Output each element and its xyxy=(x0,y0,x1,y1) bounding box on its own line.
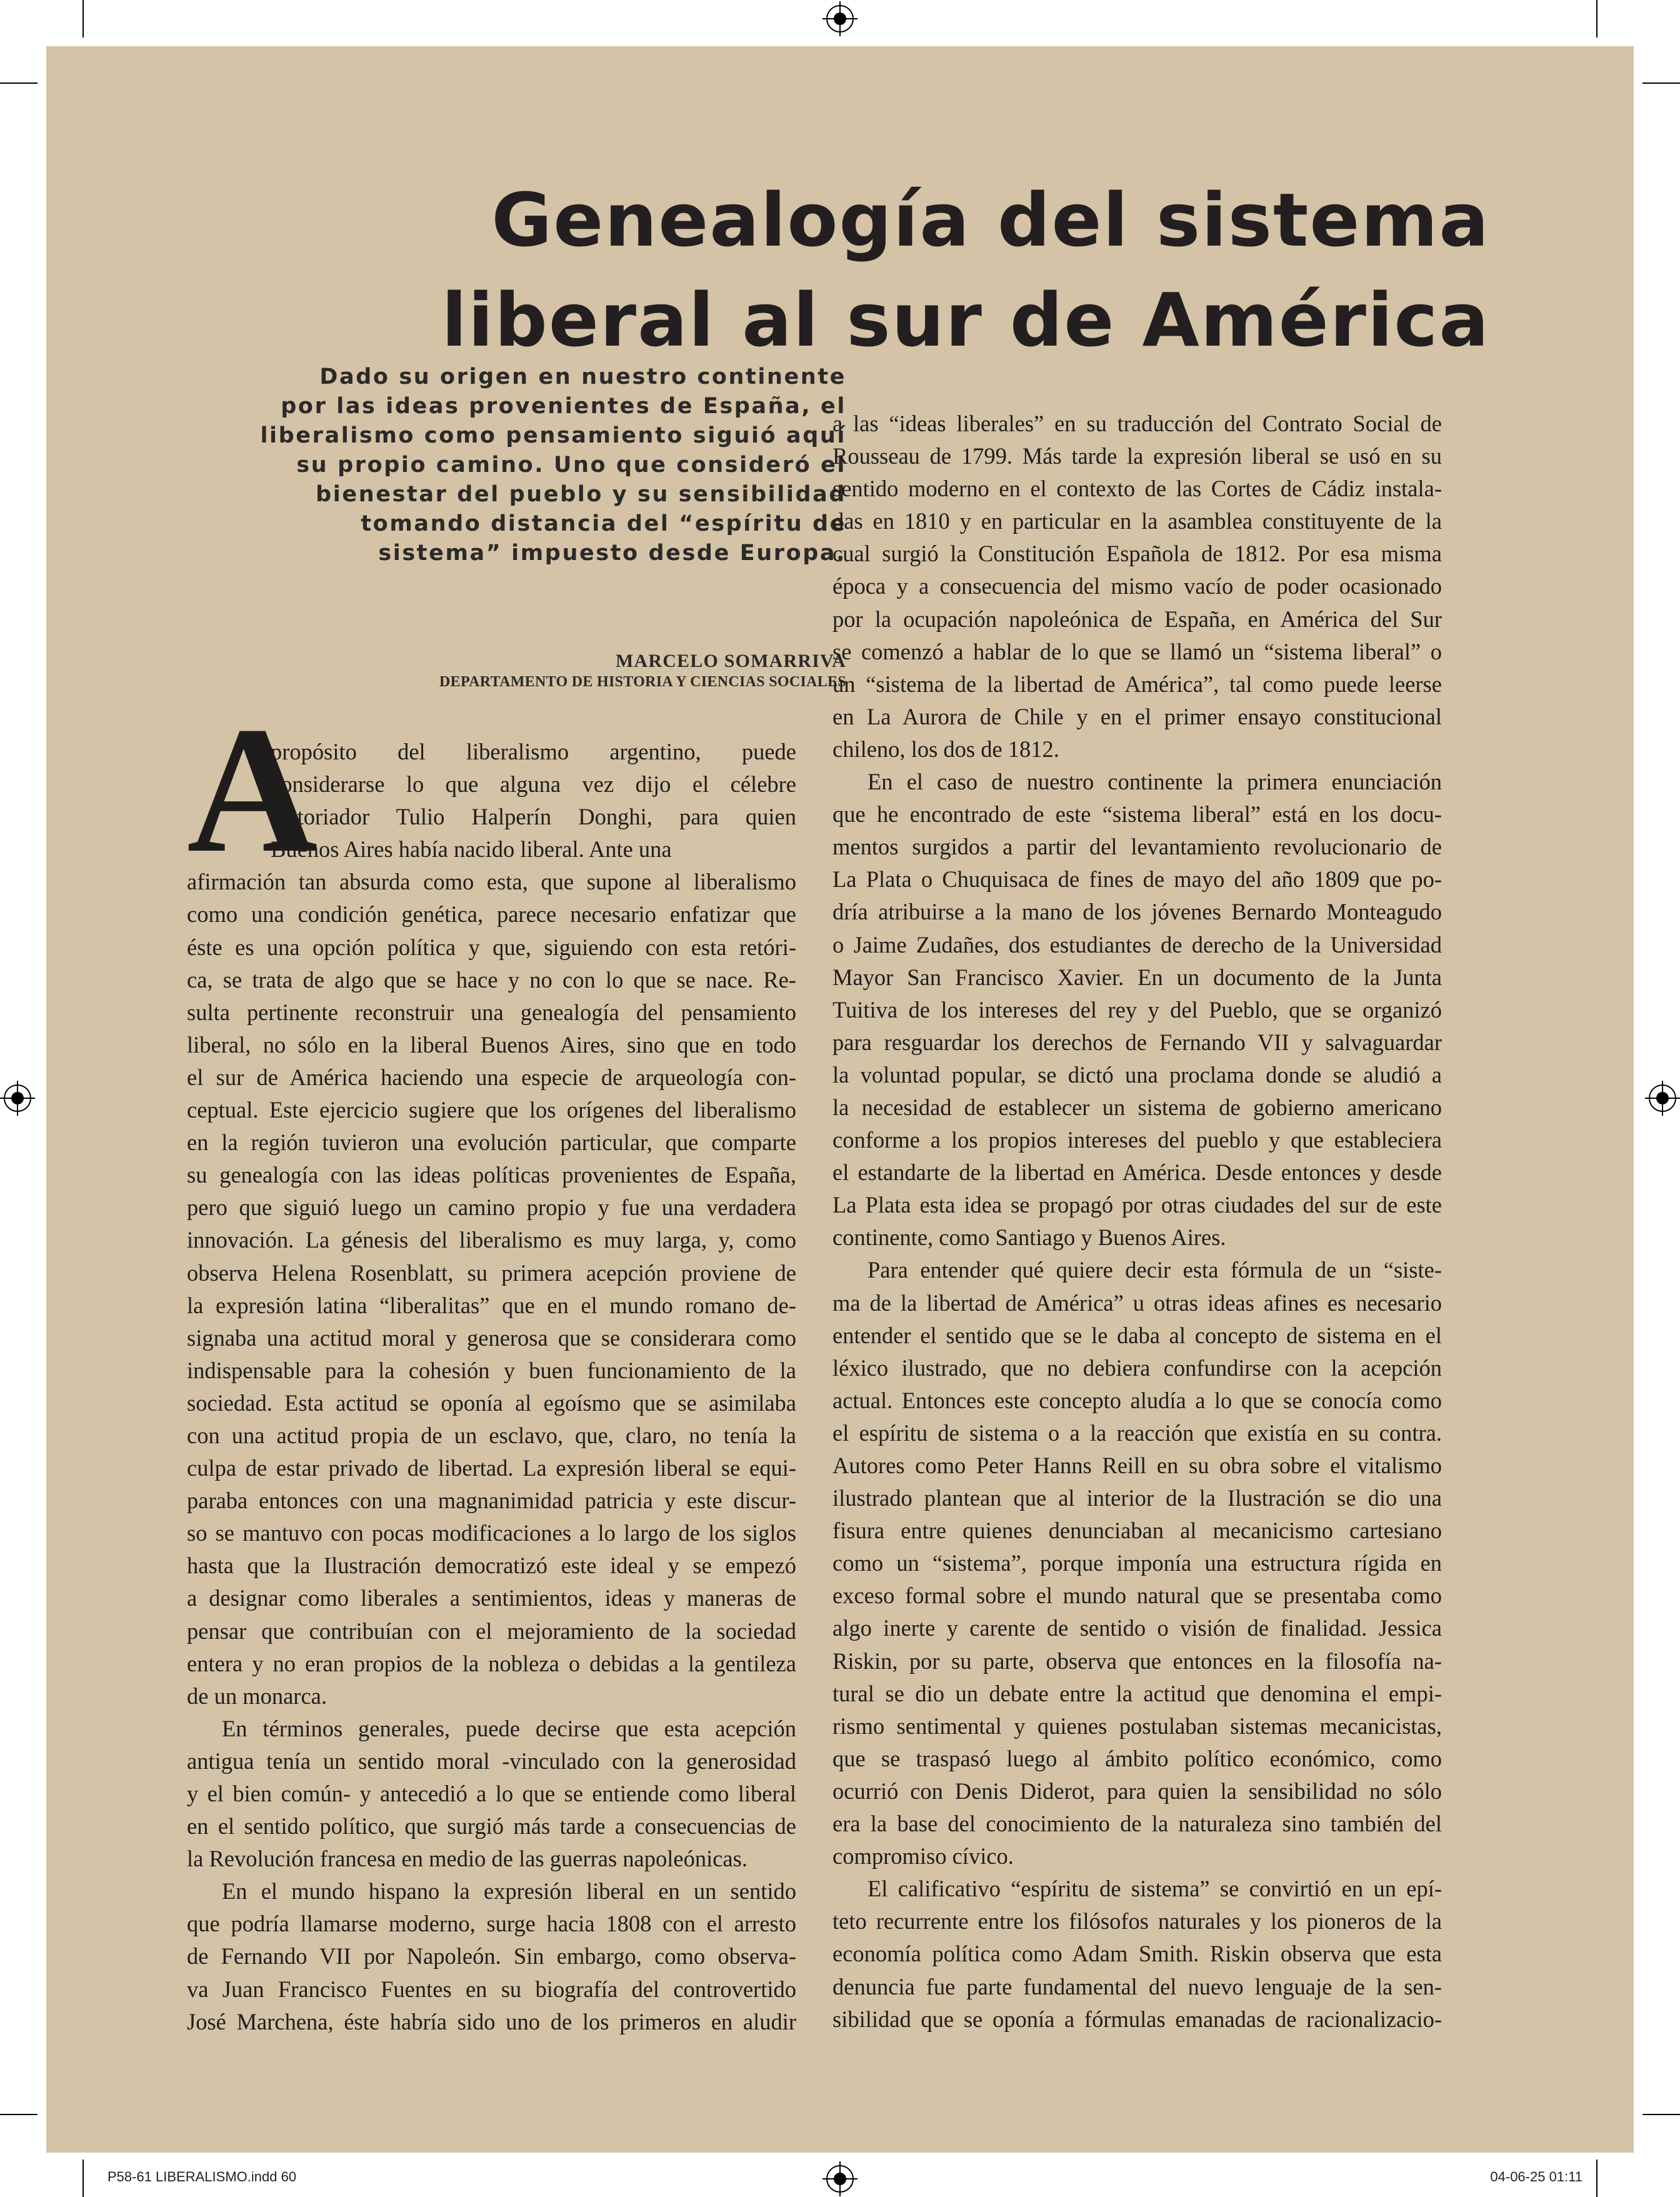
text-line: mentos surgidos a partir del levantamiento revolucionario de xyxy=(832,834,1442,860)
text-line: época y a consecuencia del mismo vacío de poder ocasionado xyxy=(832,573,1442,599)
author-department: DEPARTAMENTO DE HISTORIA Y CIENCIAS SOCIALES xyxy=(439,674,846,690)
text-line: se comenzó a hablar de lo que se llamó un “sistema liberal” o xyxy=(832,638,1442,664)
paragraph xyxy=(832,408,1442,766)
text-line: Para entender qué quiere decir esta fórmula de un “siste- xyxy=(868,1257,1442,1283)
registration-mark-icon xyxy=(4,1084,31,1112)
text-line: innovación. La génesis del liberalismo es muy larga, y, como xyxy=(187,1227,796,1253)
text-line: la expresión latina “liberalitas” que en el mundo romano de- xyxy=(187,1292,796,1318)
text-line: la voluntad popular, se dictó una proclama donde se aludió a xyxy=(832,1061,1442,1088)
text-line: entender el sentido que se le daba al concepto de sistema en el xyxy=(832,1322,1442,1348)
crop-mark xyxy=(82,0,84,38)
registration-mark-icon xyxy=(826,2165,854,2193)
text-line: historiador Tulio Halperín Donghi, para quien xyxy=(271,804,796,830)
text-line: actual. Entonces este concepto aludía a lo que se conocía como xyxy=(832,1387,1442,1413)
text-line: entera y no eran propios de la nobleza o debidas a la gentileza xyxy=(187,1650,796,1676)
text-line: Buenos Aires había nacido liberal. Ante una xyxy=(271,836,672,863)
lead-line: bienestar del pueblo y su sensibilidad xyxy=(316,482,846,507)
byline xyxy=(159,650,846,691)
text-line: considerarse lo que alguna vez dijo el célebre xyxy=(271,771,796,798)
text-line: por la ocupación napoleónica de España, en América del Sur xyxy=(832,606,1442,632)
text-line: pensar que contribuían con el mejoramiento de la sociedad xyxy=(187,1618,796,1644)
text-line: chileno, los dos de 1812. xyxy=(832,736,1059,762)
text-line: la necesidad de establecer un sistema de gobierno americano xyxy=(832,1094,1442,1120)
text-line: teto recurrente entre los filósofos naturales y los pioneros de la xyxy=(832,1908,1442,1934)
text-line: en La Aurora de Chile y en el primer ensayo constitucional xyxy=(832,703,1442,729)
registration-mark-icon xyxy=(1649,1084,1676,1112)
text-line: el sur de América haciendo una especie de arqueología con- xyxy=(187,1064,796,1090)
text-line: ocurrió con Denis Diderot, para quien la sensibilidad no sólo xyxy=(832,1778,1442,1804)
text-line: va Juan Francisco Fuentes en su biografía del controvertido xyxy=(187,1976,796,2002)
text-line: En el mundo hispano la expresión liberal en un sentido xyxy=(222,1878,796,1904)
text-line: conforme a los propios intereses del pueblo y que estableciera xyxy=(832,1127,1442,1153)
text-line: liberal, no sólo en la liberal Buenos Aires, sino que en todo xyxy=(187,1031,796,1058)
crop-mark xyxy=(1642,2114,1680,2115)
crop-mark xyxy=(82,2159,84,2197)
text-line: y el bien común- y antecedió a lo que se entiende como liberal xyxy=(187,1781,796,1806)
text-line: en el sentido político, que surgió más tarde a consecuencias de xyxy=(187,1813,796,1839)
text-line: afirmación tan absurda como esta, que supone al liberalismo xyxy=(187,869,796,895)
paragraph xyxy=(187,736,796,866)
text-line: fisura entre quienes denunciaban al mecanicismo cartesiano xyxy=(832,1518,1442,1544)
text-line: tural se dio un debate entre la actitud que denomina el empi- xyxy=(832,1680,1442,1706)
text-line: en la región tuvieron una evolución particular, que comparte xyxy=(187,1129,796,1156)
text-line: ilustrado plantean que al interior de la Ilustración se dio una xyxy=(832,1485,1442,1511)
text-line: un “sistema de la libertad de América”, tal como puede leerse xyxy=(832,671,1442,697)
lead-line: su propio camino. Uno que consideró el xyxy=(296,453,846,478)
text-line: Autores como Peter Hanns Reill en su obra sobre el vitalismo xyxy=(832,1453,1442,1478)
text-line: con una actitud propia de un esclavo, que, claro, no tenía la xyxy=(187,1422,796,1448)
text-line: signaba una actitud moral y generosa que se considerara como xyxy=(187,1324,796,1351)
paragraph xyxy=(187,1713,796,1875)
text-line: a las “ideas liberales” en su traducción del Contrato Social de xyxy=(832,411,1442,436)
text-line: culpa de estar privado de libertad. La expresión liberal se equi- xyxy=(187,1455,796,1481)
text-line: pero que siguió luego un camino propio y fue una verdadera xyxy=(187,1194,796,1221)
text-line: rismo sentimental y quienes postulaban sistemas mecanicistas, xyxy=(832,1713,1442,1739)
text-line: léxico ilustrado, que no debiera confundirse con la acepción xyxy=(832,1354,1442,1381)
crop-mark xyxy=(0,83,38,84)
text-line: era la base del conocimiento de la naturaleza sino también del xyxy=(832,1811,1442,1837)
text-line: que se traspasó luego al ámbito político económico, como xyxy=(832,1745,1442,1771)
text-line: Riskin, por su parte, observa que entonces en la filosofía na- xyxy=(832,1648,1442,1674)
text-line: de Fernando VII por Napoleón. Sin embargo, como observa- xyxy=(187,1943,796,1969)
lead-line: por las ideas provenientes de España, el xyxy=(281,394,846,419)
text-line: éste es una opción política y que, siguiendo con esta retóri- xyxy=(187,934,796,960)
lead-line: sistema” impuesto desde Europa. xyxy=(378,541,846,566)
crop-mark xyxy=(1642,83,1680,84)
title-line: Genealogía del sistema xyxy=(491,177,1490,263)
paragraph xyxy=(832,1254,1442,1873)
author-name: MARCELO SOMARRIVA xyxy=(615,651,846,671)
text-line: compromiso cívico. xyxy=(832,1843,1014,1869)
text-line: observa Helena Rosenblatt, su primera acepción proviene de xyxy=(187,1259,796,1286)
text-line: como un “sistema”, porque imponía una estructura rígida en xyxy=(832,1550,1442,1576)
text-line: antigua tenía un sentido moral -vinculado con la generosidad xyxy=(187,1748,796,1774)
text-line: sentido moderno en el contexto de las Cortes de Cádiz instala- xyxy=(832,476,1442,502)
crop-mark xyxy=(1596,2159,1598,2197)
text-line: paraba entonces con una magnanimidad patricia y este discur- xyxy=(187,1488,796,1514)
text-line: para resguardar los derechos de Fernando VII y salvaguardar xyxy=(832,1029,1442,1055)
text-line: Tuitiva de los intereses del rey y del Pueblo, que se organizó xyxy=(832,996,1442,1023)
text-line: Mayor San Francisco Xavier. En un documento de la Junta xyxy=(832,964,1442,990)
text-line: el espíritu de sistema o a la reacción que existía en su contra. xyxy=(832,1419,1442,1446)
paragraph xyxy=(832,1873,1442,2035)
text-line: cual surgió la Constitución Española de 1812. Por esa misma xyxy=(832,541,1442,567)
text-line: En el caso de nuestro continente la primera enunciación xyxy=(868,769,1442,795)
text-line: En términos generales, puede decirse que esta acepción xyxy=(222,1715,796,1741)
paragraph xyxy=(187,1875,796,2038)
text-line: La Plata o Chuquisaca de fines de mayo del año 1809 que po- xyxy=(832,866,1442,893)
text-line: ca, se trata de algo que se hace y no con lo que se nace. Re- xyxy=(187,966,796,993)
article-lead xyxy=(159,363,846,568)
article-title xyxy=(359,170,1490,370)
text-line: la Revolución francesa en medio de las guerras napoleónicas. xyxy=(187,1846,748,1872)
text-line: ceptual. Este ejercicio sugiere que los orígenes del liberalismo xyxy=(187,1097,796,1123)
text-line: exceso formal sobre el mundo natural que se presentaba como xyxy=(832,1583,1442,1609)
text-line: que podría llamarse moderno, surge hacia 1808 con el arresto xyxy=(187,1911,796,1937)
article-page xyxy=(46,46,1634,2153)
text-line: dría atribuirse a la mano de los jóvenes Bernardo Monteagudo xyxy=(832,899,1442,925)
slug-date: 04-06-25 01:11 xyxy=(1490,2169,1582,2184)
body-column-right xyxy=(832,408,1442,2036)
text-line: continente, como Santiago y Buenos Aires. xyxy=(832,1224,1226,1251)
lead-line: Dado su origen en nuestro continente xyxy=(319,364,846,389)
text-line: sibilidad que se oponía a fórmulas emanadas de racionalizacio- xyxy=(832,2006,1442,2032)
text-line: algo inerte y carente de sentido o visión de finalidad. Jessica xyxy=(832,1615,1442,1641)
text-line: economía política como Adam Smith. Riskin observa que esta xyxy=(832,1941,1442,1967)
text-line: o Jaime Zudañes, dos estudiantes de derecho de la Universidad xyxy=(832,931,1442,958)
text-line: sulta pertinente reconstruir una genealogía del pensamiento xyxy=(187,999,796,1025)
registration-mark-icon xyxy=(826,5,854,33)
text-line: que he encontrado de este “sistema liberal” está en los docu- xyxy=(832,801,1442,828)
text-line: de un monarca. xyxy=(187,1683,327,1709)
title-line: liberal al sur de América xyxy=(441,277,1490,363)
crop-mark xyxy=(1596,0,1598,38)
text-line: sociedad. Esta actitud se oponía al egoísmo que se asimilaba xyxy=(187,1389,796,1416)
lead-line: tomando distancia del “espíritu de xyxy=(361,511,846,536)
lead-line: liberalismo como pensamiento siguió aquí xyxy=(260,423,846,448)
text-line: so se mantuvo con pocas modificaciones a lo largo de los siglos xyxy=(187,1520,796,1546)
paragraph xyxy=(832,766,1442,1254)
crop-mark xyxy=(0,2114,38,2115)
text-line: ma de la libertad de América” u otras ideas afines es necesario xyxy=(832,1289,1442,1316)
text-line: indispensable para la cohesión y buen funcionamiento de la xyxy=(187,1357,796,1383)
text-line: José Marchena, éste habría sido uno de los primeros en aludir xyxy=(187,2008,796,2034)
paragraph xyxy=(187,866,796,1712)
text-line: denuncia fue parte fundamental del nuevo lenguaje de la sen- xyxy=(832,1973,1442,1999)
body-column-left xyxy=(187,736,796,2038)
text-line: El calificativo “espíritu de sistema” se convirtió en un epí- xyxy=(868,1876,1442,1902)
text-line: a designar como liberales a sentimientos, ideas y maneras de xyxy=(187,1585,796,1611)
text-line: como una condición genética, parece necesario enfatizar que xyxy=(187,901,796,928)
text-line: su genealogía con las ideas políticas provenientes de España, xyxy=(187,1162,796,1188)
text-line: el estandarte de la libertad en América. Desde entonces y desde xyxy=(832,1159,1442,1186)
text-line: das en 1810 y en particular en la asamblea constituyente de la xyxy=(832,508,1442,534)
text-line: propósito del liberalismo argentino, puede xyxy=(271,739,796,764)
text-line: hasta que la Ilustración democratizó este ideal y se empezó xyxy=(187,1553,796,1579)
slug-filename: P58-61 LIBERALISMO.indd 60 xyxy=(108,2169,297,2184)
text-line: Rousseau de 1799. Más tarde la expresión liberal se usó en su xyxy=(832,443,1442,469)
text-line: La Plata esta idea se propagó por otras ciudades del sur de este xyxy=(832,1192,1442,1218)
drop-cap: A xyxy=(187,689,318,890)
